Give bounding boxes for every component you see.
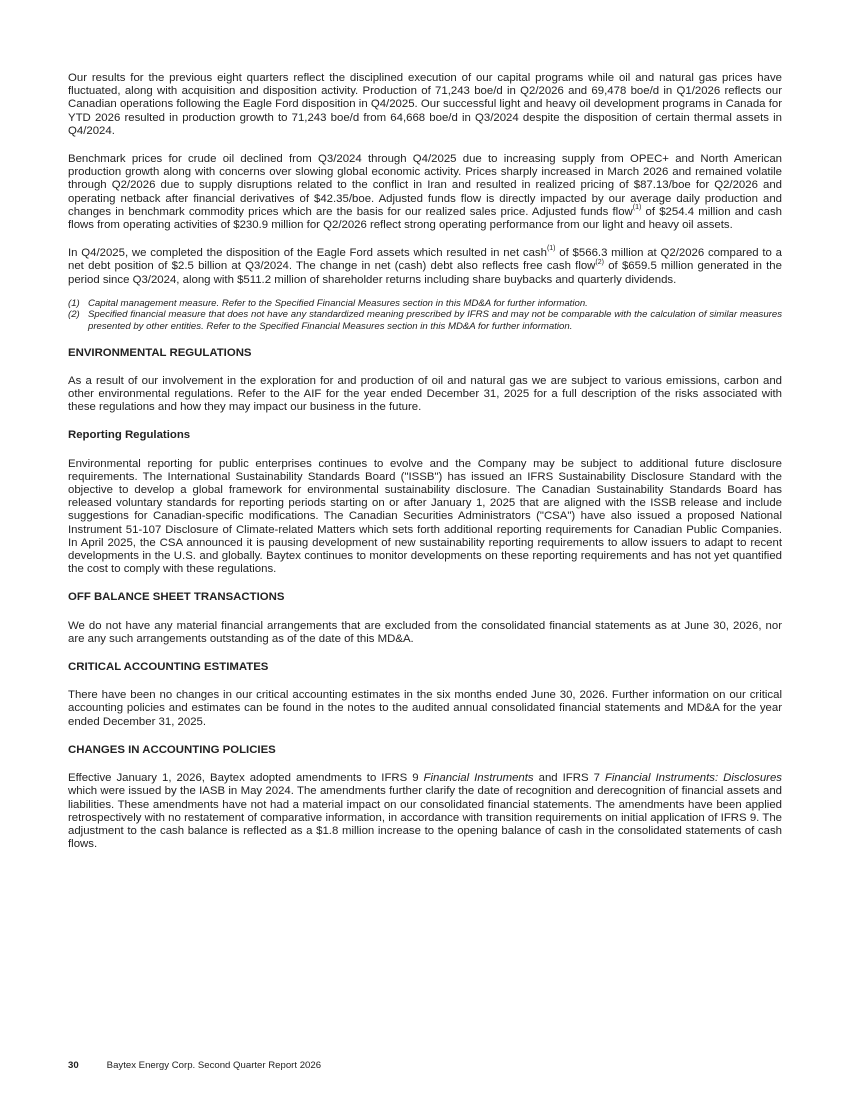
subheading-reporting: Reporting Regulations <box>68 429 191 442</box>
environmental-paragraph: As a result of our involvement in the exploration for and production of oil and natural gas we are subject to various emissions, carbon and other environmental regulations. Refer to the AIF for the year ended December 31, 2025 for a full description of the risks associated with these regulations and how they may impact our business in the future. <box>68 374 782 414</box>
document-body <box>68 72 782 866</box>
section-heading-environmental: ENVIRONMENTAL REGULATIONS <box>68 346 252 359</box>
reporting-paragraph: Environmental reporting for public enterprises continues to evolve and the Company may be subject to additional future disclosure requirements. The International Sustainability Standards Board ("ISSB") has issued an IFRS Sustainability Disclosure Standard with the objective to develop a global framework for environmental sustainability disclosure. The Canadian Sustainability Standards Board has released voluntary standards for reporting periods starting on or after January 1, 2025 that are aligned with the ISSB release and include suggestions for Canadian-specific modifications. The Canadian Securities Administrators ("CSA") have also issued a proposed National Instrument 51-107 Disclosure of Climate-related Matters which sets forth additional reporting requirements for Canadian Public Companies. In April 2025, the CSA announced it is pausing development of new sustainability reporting requirements to allow issuers to adapt to recent developments in the U.S. and globally. Baytex continues to monitor developments on these reporting requirements and has not yet quantified the cost to comply with these regulations. <box>68 457 782 576</box>
critical-estimates-paragraph: There have been no changes in our critical accounting estimates in the six months ended June 30, 2026. Further information on our critical accounting policies and estimates can be found in the notes to the audited annual consolidated financial statements and MD&A for the year ended December 31, 2025. <box>68 689 782 728</box>
disposition-paragraph <box>68 247 782 287</box>
text-run: and IFRS 7 <box>533 772 605 785</box>
footnote-number: (1) <box>68 297 80 309</box>
section-heading-accounting-policies: CHANGES IN ACCOUNTING POLICIES <box>68 743 276 756</box>
footnote <box>68 298 782 310</box>
page-number: 30 <box>68 1060 79 1071</box>
report-title: Baytex Energy Corp. Second Quarter Report 2026 <box>106 1060 322 1071</box>
benchmark-paragraph <box>68 153 782 232</box>
footnote-text: Capital management measure. Refer to the Specified Financial Measures section in this MD&A for further information. <box>88 297 588 309</box>
section-heading-off-balance: OFF BALANCE SHEET TRANSACTIONS <box>68 591 285 604</box>
footnotes <box>68 298 782 333</box>
footnote-number: (2) <box>68 309 80 321</box>
text-run: of $659.5 million generated in the period since Q3/2024, along with $511.2 million of shareholder returns including share buybacks and quarterly dividends. <box>68 260 782 286</box>
footnote-ref: (2) <box>595 258 604 266</box>
text-run: which were issued by the IASB in May 2024. The amendments further clarify the date of recognition and derecognition of financial assets and liabilities. These amendments have not had a material impact on our consolidated financial statements. The amendments have been applied retrospectively with no restatement of comparative information, in accordance with transition requirements on initial application of IFRS 9. The adjustment to the cash balance is reflected as a $1.8 million increase to the opening balance of cash in the consolidated statements of cash flows. <box>68 785 782 851</box>
italic-term: Financial Instruments <box>423 772 534 785</box>
results-paragraph: Our results for the previous eight quarters reflect the disciplined execution of our capital programs while oil and natural gas prices have fluctuated, along with acquisition and disposition activity. Production of 71,243 boe/d in Q2/2026 and 69,478 boe/d in Q1/2026 reflects our Canadian operations following the Eagle Ford disposition in Q4/2025. Our successful light and heavy oil development programs in Canada for YTD 2026 resulted in production growth to 71,243 boe/d from 64,668 boe/d in Q3/2024 despite the disposition of certain thermal assets in Q4/2024. <box>68 72 782 137</box>
text-run: of $566.3 million at Q2/2026 compared to a net debt position of $2.5 billion at Q3/2024. The change in net (cash) debt also reflects free cash flow <box>68 247 783 273</box>
footnote-text: Specified financial measure that does not have any standardized meaning prescribed by IFRS and may not be comparable with the calculation of similar measures presented by other entities. Refer to the Specified Financial Measures section in this MD&A for further information. <box>88 309 782 333</box>
text-run: Effective January 1, 2026, Baytex adopted amendments to IFRS 9 <box>68 772 424 785</box>
section-heading-critical-estimates: CRITICAL ACCOUNTING ESTIMATES <box>68 661 269 674</box>
text-run: of $254.4 million and cash flows from operating activities of $230.9 million for Q2/2026 reflect strong operating performance from our light and heavy oil assets. <box>68 205 782 232</box>
page-footer <box>68 1060 321 1071</box>
text-run: In Q4/2025, we completed the disposition of the Eagle Ford assets which resulted in net cash <box>68 247 547 260</box>
footnote-ref: (1) <box>632 204 642 212</box>
footnote-ref: (1) <box>546 245 556 253</box>
italic-term: Financial Instruments: Disclosures <box>604 772 782 785</box>
accounting-policies-paragraph <box>68 772 782 851</box>
footnote <box>68 309 782 332</box>
text-run: Benchmark prices for crude oil declined from Q3/2024 through Q4/2025 due to increasing supply from OPEC+ and North American production growth along with concerns over slowing global economic activity. Prices sharply increased in March 2026 and remained volatile through Q2/2026 due to supply disruptions related to the conflict in Iran and resulted in realized pricing of $87.13/boe for Q2/2026 and operating netback after financial derivatives of $42.35/boe. Adjusted funds flow is directly impacted by our average daily production and changes in benchmark commodity prices which are the basis for our realized sales price. Adjusted funds flow <box>68 153 782 218</box>
off-balance-paragraph: We do not have any material financial arrangements that are excluded from the consolidated financial statements as at June 30, 2026, nor are any such arrangements outstanding as of the date of this MD&A. <box>68 619 782 645</box>
